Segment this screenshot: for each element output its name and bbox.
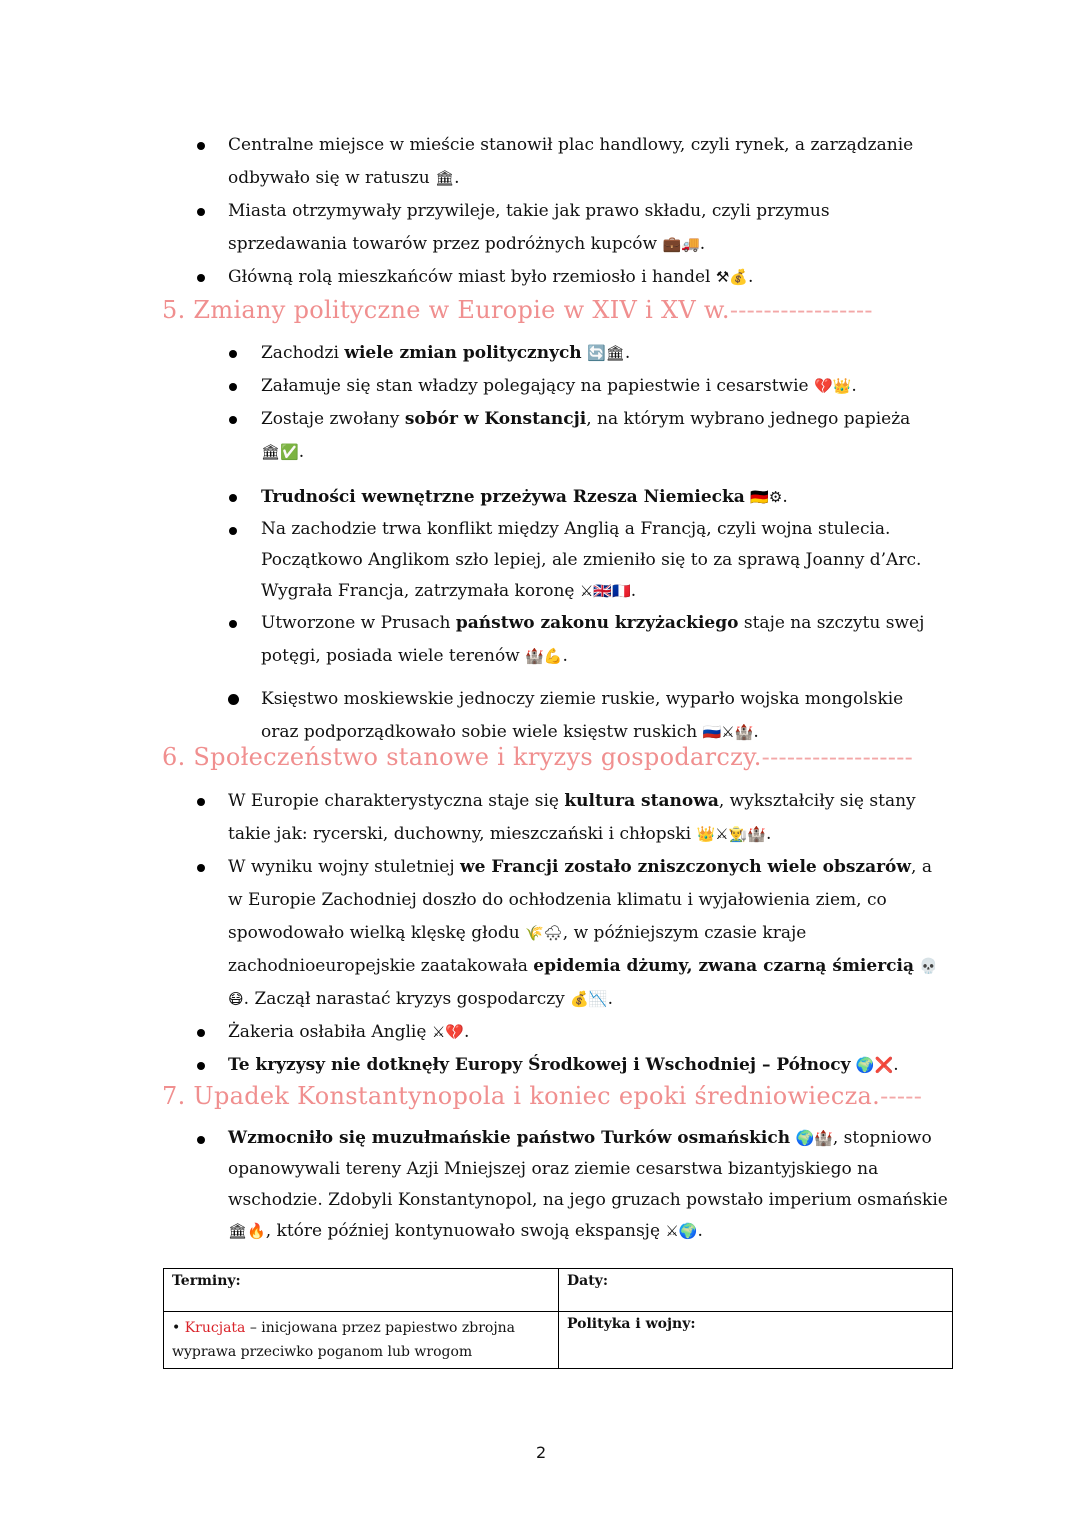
list-item: W Europie charakterystyczna staje się kultura stanowa, wykształciły się stany takie jak: rycerski, duchowny, mieszczański i chłopski 👑⚔👨‍🌾🏰. (0, 785, 1080, 851)
list-item: Centralne miejsce w mieście stanowił plac handlowy, czyli rynek, a zarządzanie odbywało się w ratuszu 🏛. (0, 129, 1080, 195)
list-item: W wyniku wojny stuletniej we Francji zostało zniszczonych wiele obszarów, a w Europie Zachodniej doszło do ochłodzenia klimatu i wyjałowienia ziem, co spowodowało wielką klęskę głodu 🌾🌨, w późniejszym czasie kraje zachodnioeuropejskie zaatakowała epidemia dżumy, zwana czarną śmiercią 💀😷. Zaczął narastać kryzys gospodarczy 💰📉. (0, 851, 1080, 1016)
list-item: Zachodzi wiele zmian politycznych 🔄🏛. (0, 337, 1080, 370)
list-item: Te kryzysy nie dotknęły Europy Środkowej i Wschodniej – Północy 🌍❌. (0, 1049, 1080, 1082)
list-item: Miasta otrzymywały przywileje, takie jak prawo składu, czyli przymus sprzedawania towarów przez podróżnych kupców 💼🚚. (0, 195, 1080, 261)
notes-table (163, 1268, 953, 1369)
economy-decline-icon: 💰📉 (570, 990, 608, 1008)
section7-list (0, 1123, 1080, 1247)
german-flag-icon: 🇩🇪⚙ (750, 488, 783, 506)
revolt-icon: ⚔💔 (431, 1023, 464, 1041)
list-item: Na zachodzie trwa konflikt między Anglią a Francją, czyli wojna stulecia. Początkowo Anglikom szło lepiej, ale zmieniło się to za sprawą Joanny d’Arc. Wygrała Francja, zatrzymała koronę ⚔🇬🇧🇫🇷. (0, 514, 1080, 607)
globe-castle-icon: 🌍🏰 (795, 1129, 833, 1147)
broken-crown-icon: 💔👑 (814, 377, 852, 395)
politics-header-cell: Polityka i wojny: (559, 1312, 953, 1369)
globe-cross-icon: 🌍❌ (855, 1056, 894, 1074)
city-hall-icon: 🏛 (435, 169, 455, 187)
tools-money-icon: ⚒💰 (715, 268, 748, 286)
change-icon: 🔄🏛 (587, 344, 625, 362)
list-item: Główną rolą mieszkańców miast było rzemiosło i handel ⚒💰. (0, 261, 1080, 294)
fallen-city-icon: 🏛🔥 (228, 1222, 266, 1240)
merchant-truck-icon: 💼🚚 (662, 235, 700, 253)
expansion-icon: ⚔🌍 (665, 1222, 698, 1240)
war-flags-icon: ⚔🇬🇧🇫🇷 (579, 582, 631, 600)
section-heading-5: 5. Zmiany polityczne w Europie w XIV i XV w.----------------- (162, 296, 873, 324)
terms-header-cell: Terminy: (164, 1269, 559, 1312)
section-heading-6: 6. Społeczeństwo stanowe i kryzys gospodarczy.------------------ (162, 743, 914, 771)
castle-strength-icon: 🏰💪 (525, 647, 563, 665)
term-cell: • Krucjata – inicjowana przez papiestwo zbrojna wyprawa przeciwko poganom lub wrogom (164, 1312, 559, 1369)
council-check-icon: 🏛✅ (261, 443, 299, 461)
list-item: Księstwo moskiewskie jednoczy ziemie ruskie, wyparło wojska mongolskie oraz podporządkowało sobie wiele księstw ruskich 🇷🇺⚔🏰. (0, 683, 1080, 749)
list-item: Załamuje się stan władzy polegający na papiestwie i cesarstwie 💔👑. (0, 370, 1080, 403)
estates-icon: 👑⚔👨‍🌾🏰 (696, 825, 766, 843)
page-number: 2 (536, 1443, 547, 1462)
section4-list (0, 129, 1080, 294)
list-item: Trudności wewnętrzne przeżywa Rzesza Niemiecka 🇩🇪⚙. (0, 481, 1080, 514)
list-item: Zostaje zwołany sobór w Konstancji, na którym wybrano jednego papieża 🏛✅. (0, 403, 1080, 469)
list-item: Utworzone w Prusach państwo zakonu krzyżackiego staje na szczytu swej potęgi, posiada wiele terenów 🏰💪. (0, 607, 1080, 673)
section-heading-7: 7. Upadek Konstantynopola i koniec epoki średniowiecza.----- (162, 1082, 923, 1110)
section6-list (0, 785, 1080, 1082)
list-item: Żakeria osłabiła Anglię ⚔💔. (0, 1016, 1080, 1049)
famine-icon: 🌾🌨 (525, 924, 563, 942)
dates-header-cell: Daty: (559, 1269, 953, 1312)
list-item: Wzmocniło się muzułmańskie państwo Turków osmańskich 🌍🏰, stopniowo opanowywali tereny Azji Mniejszej oraz ziemie cesarstwa bizantyjskiego na wschodzie. Zdobyli Konstantynopol, na jego gruzach powstało imperium osmańskie 🏛🔥, które później kontynuowało swoją ekspansję ⚔🌍. (0, 1123, 1080, 1247)
section5-list (0, 337, 1080, 749)
plague-icon: 💀😷 (228, 957, 939, 1008)
russian-flag-icon: 🇷🇺⚔🏰 (702, 723, 754, 741)
